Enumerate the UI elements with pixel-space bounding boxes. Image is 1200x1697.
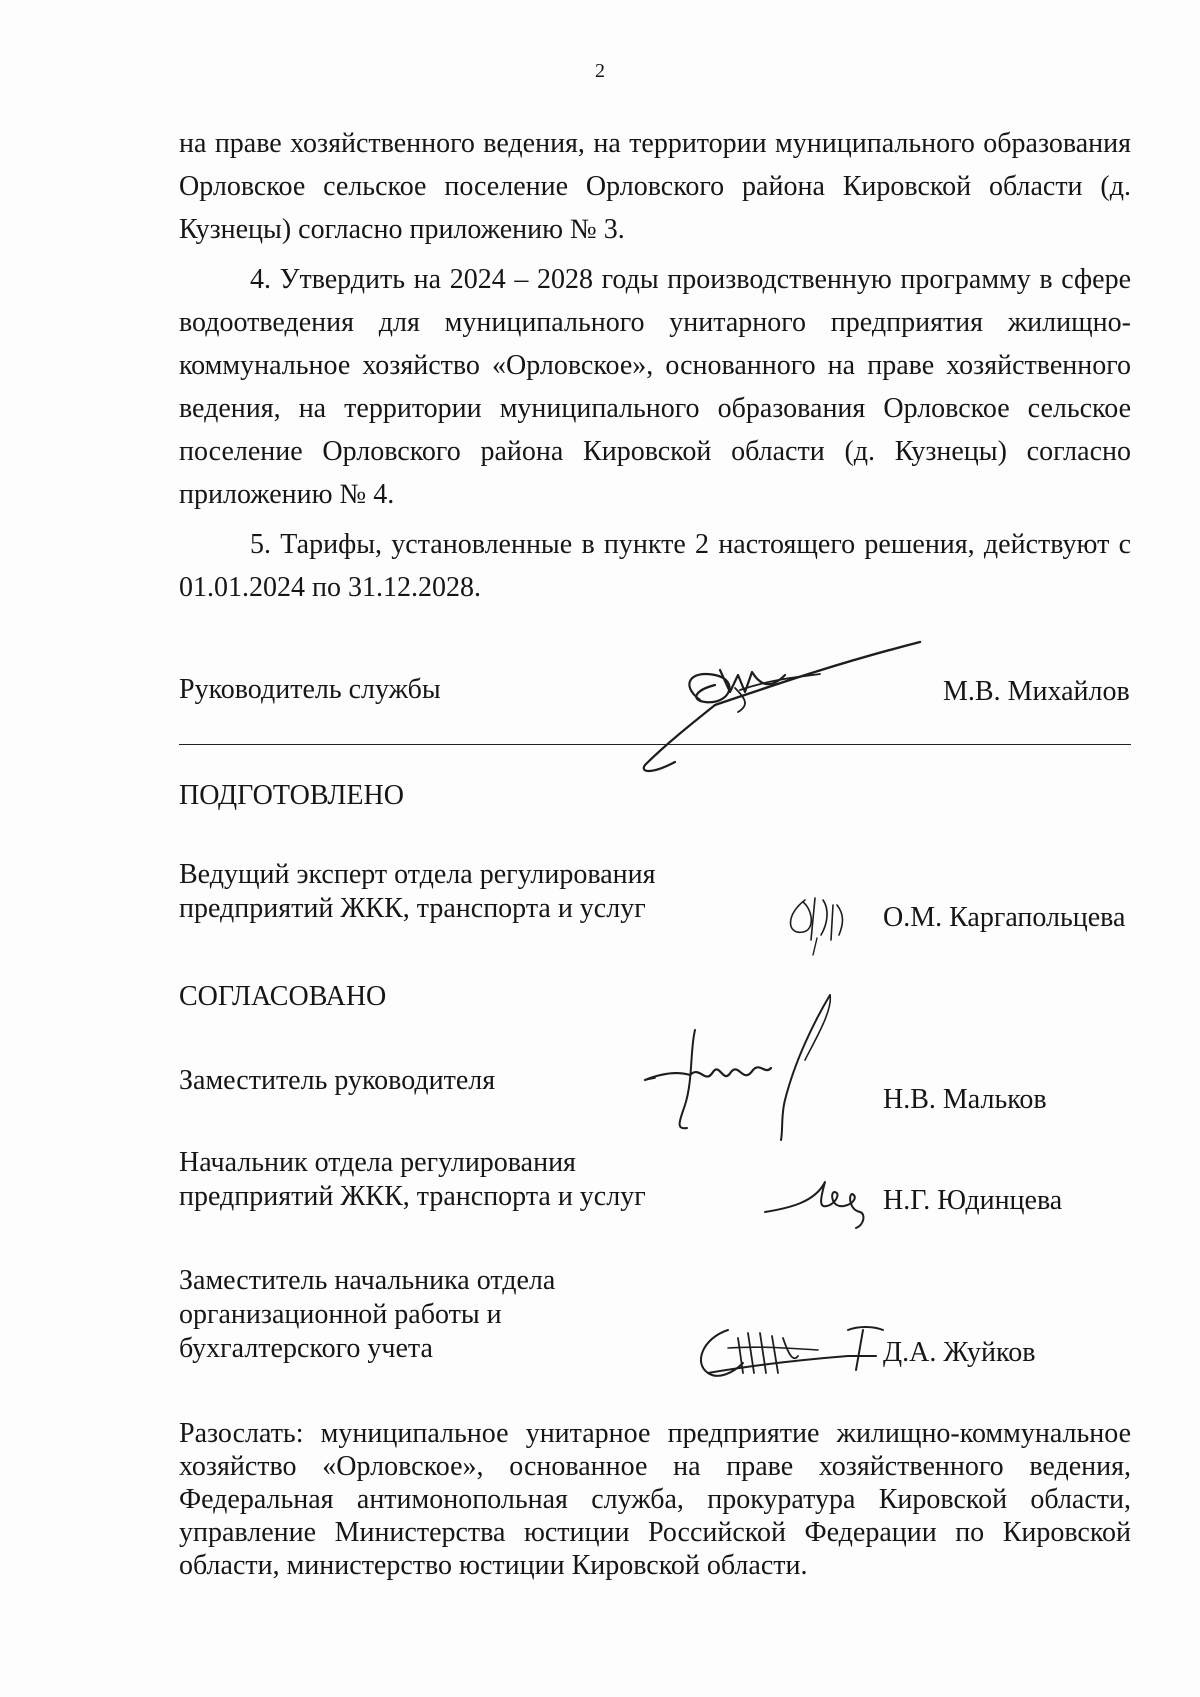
agreed-signer-2-position-line-1: Начальник отдела регулирования bbox=[179, 1147, 576, 1178]
agreed-heading: СОГЛАСОВАНО bbox=[179, 981, 387, 1012]
prepared-heading: ПОДГОТОВЛЕНО bbox=[179, 780, 404, 811]
agreed-signer-1-name: Н.В. Мальков bbox=[883, 1084, 1047, 1115]
agreed-signer-1-signature-icon bbox=[635, 990, 855, 1150]
prepared-signature-icon bbox=[775, 880, 875, 960]
head-name: М.В. Михайлов bbox=[943, 676, 1130, 707]
agreed-signer-2-name: Н.Г. Юдинцева bbox=[883, 1185, 1063, 1216]
agreed-signer-3-position-line-1: Заместитель начальника отдела bbox=[179, 1265, 556, 1296]
agreed-signer-2-position-line-2: предприятий ЖКК, транспорта и услуг bbox=[179, 1181, 646, 1212]
agreed-signer-3-signature-icon bbox=[688, 1318, 888, 1388]
agreed-signer-3-position-line-2: организационной работы и bbox=[179, 1299, 502, 1330]
separator-line bbox=[179, 744, 1131, 745]
prepared-position-line-2: предприятий ЖКК, транспорта и услуг bbox=[179, 893, 646, 924]
agreed-signer-1-position: Заместитель руководителя bbox=[179, 1065, 496, 1096]
distribution-list: Разослать: муниципальное унитарное предприятие жилищно-коммунальное хозяйство «Орловское», основанное на праве хозяйственного ведения, Федеральная антимонопольная служба, прокуратура Кировской области, управление Министерства юстиции Российской Федерации по Кировской области, министерство юстиции Кировской области. bbox=[179, 1418, 1131, 1581]
paragraph-item-4: 4. Утвердить на 2024 – 2028 годы производственную программу в сфере водоотведения для муниципального унитарного предприятия жилищно-коммунальное хозяйство «Орловское», основанного на праве хозяйственного ведения, на территории муниципального образования Орловское сельское поселение Орловского района Кировской области (д. Кузнецы) согласно приложению № 4. bbox=[179, 264, 1131, 510]
head-position: Руководитель службы bbox=[179, 674, 441, 705]
head-signature-icon bbox=[620, 630, 950, 780]
prepared-name: О.М. Каргапольцева bbox=[883, 902, 1126, 933]
agreed-signer-3-name: Д.А. Жуйков bbox=[883, 1337, 1036, 1368]
agreed-signer-3-position-line-3: бухгалтерского учета bbox=[179, 1333, 433, 1364]
page-number: 2 bbox=[595, 60, 605, 82]
paragraph-continuation: на праве хозяйственного ведения, на территории муниципального образования Орловское сельское поселение Орловского района Кировской области (д. Кузнецы) согласно приложению № 3. bbox=[179, 128, 1131, 245]
prepared-position-line-1: Ведущий эксперт отдела регулирования bbox=[179, 859, 656, 890]
decision-body bbox=[179, 122, 1131, 616]
paragraph-item-5: 5. Тарифы, установленные в пункте 2 настоящего решения, действуют с 01.01.2024 по 31.12.2028. bbox=[179, 529, 1131, 603]
agreed-signer-2-signature-icon bbox=[760, 1170, 880, 1230]
